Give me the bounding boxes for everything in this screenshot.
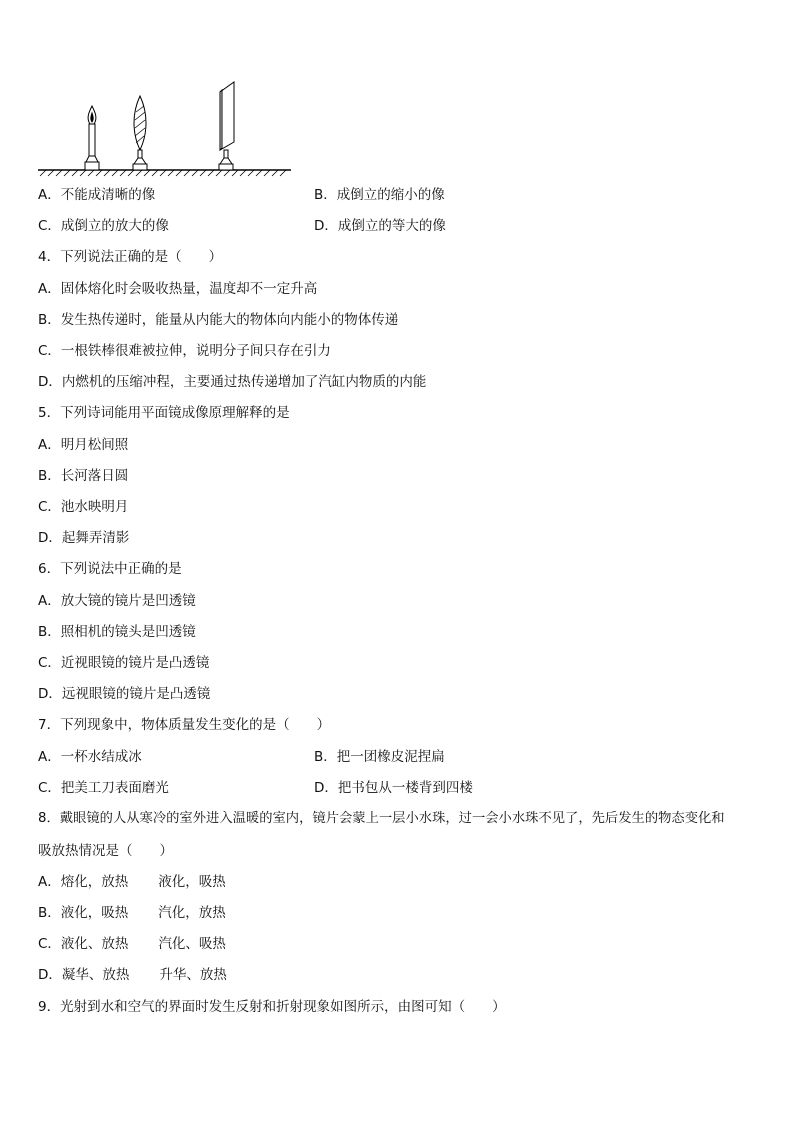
screen-icon — [219, 82, 234, 170]
q4-option-b: B．发生热传递时，能量从内能大的物体向内能小的物体传递 — [38, 312, 399, 328]
q4-option-a: A．固体熔化时会吸收热量，温度却不一定升高 — [38, 281, 318, 297]
q8-option-b-part2: 汽化，放热 — [158, 905, 226, 921]
q3-option-b: B．成倒立的缩小的像 — [314, 187, 445, 203]
q8-option-b-part1: B．液化，吸热 — [38, 905, 129, 921]
q7-option-b: B．把一团橡皮泥捏扁 — [314, 749, 445, 765]
q5-option-b: B．长河落日圆 — [38, 468, 129, 484]
q8-option-d-part2: 升华、放热 — [159, 967, 227, 983]
optics-bench-figure — [36, 78, 296, 184]
q7-option-d: D．把书包从一楼背到四楼 — [314, 780, 473, 796]
q8-option-a-part1: A．熔化，放热 — [38, 874, 129, 890]
q8-stem-line1: 8．戴眼镜的人从寒冷的室外进入温暖的室内，镜片会蒙上一层小水珠，过一会小水珠不见了，先后发生的物态变化和 — [38, 811, 725, 826]
q8-option-c — [38, 935, 226, 953]
q7-option-c: C．把美工刀表面磨光 — [38, 780, 169, 796]
q8-option-a-part2: 液化，吸热 — [158, 874, 226, 890]
bench-hatch — [40, 170, 286, 176]
q8-stem-line2: 吸放热情况是（ ） — [38, 843, 173, 859]
q3-option-a: A．不能成清晰的像 — [38, 187, 156, 203]
q7-stem: 7．下列现象中，物体质量发生变化的是（ ） — [38, 717, 331, 733]
q6-option-c: C．近视眼镜的镜片是凸透镜 — [38, 655, 210, 671]
q4-option-d: D．内燃机的压缩冲程，主要通过热传递增加了汽缸内物质的内能 — [38, 374, 427, 390]
optics-bench-illustration — [36, 78, 296, 180]
q6-stem: 6．下列说法中正确的是 — [38, 561, 182, 577]
candle-icon — [85, 106, 99, 170]
q5-stem: 5．下列诗词能用平面镜成像原理解释的是 — [38, 405, 290, 421]
q4-option-c: C．一根铁棒很难被拉伸，说明分子间只存在引力 — [38, 343, 331, 359]
q8-option-c-part1: C．液化、放热 — [38, 936, 129, 952]
q3-option-d: D．成倒立的等大的像 — [314, 218, 446, 234]
q9-stem: 9．光射到水和空气的界面时发生反射和折射现象如图所示，由图可知（ ） — [38, 999, 506, 1015]
q8-option-d — [38, 966, 227, 984]
convex-lens-icon — [133, 96, 147, 170]
q5-option-d: D．起舞弄清影 — [38, 530, 130, 546]
q8-option-c-part2: 汽化、吸热 — [158, 936, 226, 952]
q8-option-a — [38, 873, 226, 891]
q6-option-a: A．放大镜的镜片是凹透镜 — [38, 593, 196, 609]
q7-option-a: A．一杯水结成冰 — [38, 749, 142, 765]
q5-option-c: C．池水映明月 — [38, 499, 129, 515]
q8-option-b — [38, 904, 226, 922]
q3-option-c: C．成倒立的放大的像 — [38, 218, 169, 234]
q4-stem: 4．下列说法正确的是（ ） — [38, 249, 223, 265]
q5-option-a: A．明月松间照 — [38, 437, 129, 453]
q8-option-d-part1: D．凝华、放热 — [38, 967, 130, 983]
q6-option-b: B．照相机的镜头是凹透镜 — [38, 624, 196, 640]
q6-option-d: D．远视眼镜的镜片是凸透镜 — [38, 686, 211, 702]
